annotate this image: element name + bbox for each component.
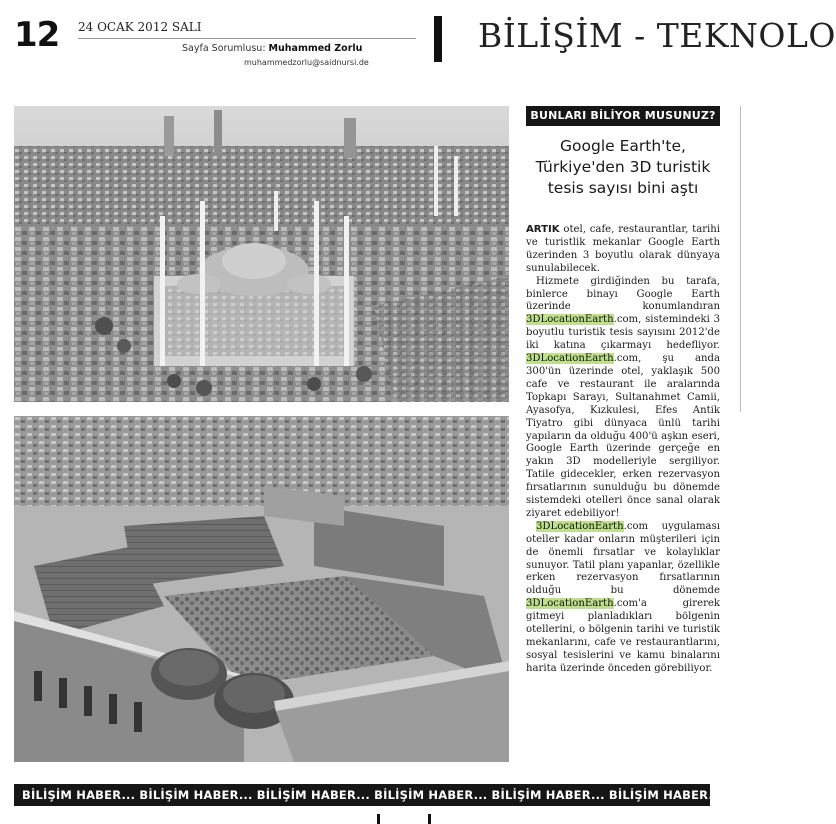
highlighted-link-text: 3DLocationEarth <box>526 314 614 326</box>
editor-email: muhammedzorlu@saidnursi.de <box>244 58 369 67</box>
page-editor <box>182 43 362 54</box>
highlighted-link-text: 3DLocationEarth <box>536 520 624 532</box>
article-headline: Google Earth'te, Türkiye'den 3D turistik tesis sayısı bini aştı <box>535 137 711 197</box>
article-text: otel, cafe, restaurantlar, tarihi ve turistlik mekanlar Google Earth üzerinden 3 boyutlu olarak dünyaya sunulabilecek. <box>526 224 720 274</box>
article-text: .com'a girerek gitmeyi planladıkları bölgenin otellerini, o bölgenin tarihi ve turistik mekanlarını, cafe ve restaurantlarını, sosyal tesislerini ve kamu binalarını harita üzerinde önceden görebiliyor. <box>526 598 720 674</box>
palace-3d-render-photo <box>14 416 509 762</box>
news-ticker-bar: BİLİŞİM HABER... BİLİŞİM HABER... BİLİŞİM HABER... BİLİŞİM HABER... BİLİŞİM HABER... BİLİŞİM HABER... <box>14 784 710 806</box>
bottom-mark-right <box>428 814 431 824</box>
article-body <box>526 224 720 676</box>
article-paragraph-3 <box>526 521 720 676</box>
editor-label: Sayfa Sorumlusu: <box>182 43 266 54</box>
article-lead-word: ARTIK <box>526 224 560 235</box>
section-title: BİLİŞİM - TEKNOLO <box>478 16 836 55</box>
article-text: .com, şu anda 300'ün üzerinde otel, yaklaşık 500 cafe ve restaurant ile aralarında Topkapı Sarayı, Sultanahmet Camii, Ayasofya, Kızkulesi, Efes Antik Tiyatro gibi dünyaca ünlü tarihi yapıların da olduğu 400'ü aşkın eseri, Google Earth üzerinde gerçeğe en yakın 3D modelleriyle sergiliyor. Tatile gidecekler, erken rezervasyon fırsatlarının sunulduğu bu dönemde sistemdeki otelleri önce sanal olarak ziyaret edebiliyor! <box>526 353 720 519</box>
header-divider <box>78 38 416 39</box>
header-separator-bar <box>434 16 442 62</box>
page-number: 12 <box>14 15 60 55</box>
article-text: .com, sistemindeki 3 boyutlu turistik tesis sayısını 2012'de iki katına çıkarmayı hedefliyor. <box>526 314 720 352</box>
article-paragraph-2 <box>526 276 720 521</box>
article-paragraph-1 <box>526 224 720 276</box>
bottom-mark-left <box>377 814 380 824</box>
mosque-3d-render-photo <box>14 106 509 402</box>
highlighted-link-text: 3DLocationEarth <box>526 353 614 365</box>
article-text: .com uygulaması oteller kadar onların müşterileri için de önemli fırsatlar ve kolaylıklar sunuyor. Tatil planı yapanlar, özellikle erken rezervasyon fırsatlarının olduğu bu dönemde <box>526 520 720 597</box>
editor-name: Muhammed Zorlu <box>268 43 363 54</box>
did-you-know-label: BUNLARI BİLİYOR MUSUNUZ? <box>526 106 720 126</box>
column-divider <box>740 106 741 412</box>
highlighted-link-text: 3DLocationEarth <box>526 598 614 610</box>
article-text: Hizmete girdiğinden bu tarafa, binlerce binayı Google Earth üzerinde konumlandıran <box>526 275 720 313</box>
issue-date: 24 OCAK 2012 SALI <box>78 20 202 34</box>
